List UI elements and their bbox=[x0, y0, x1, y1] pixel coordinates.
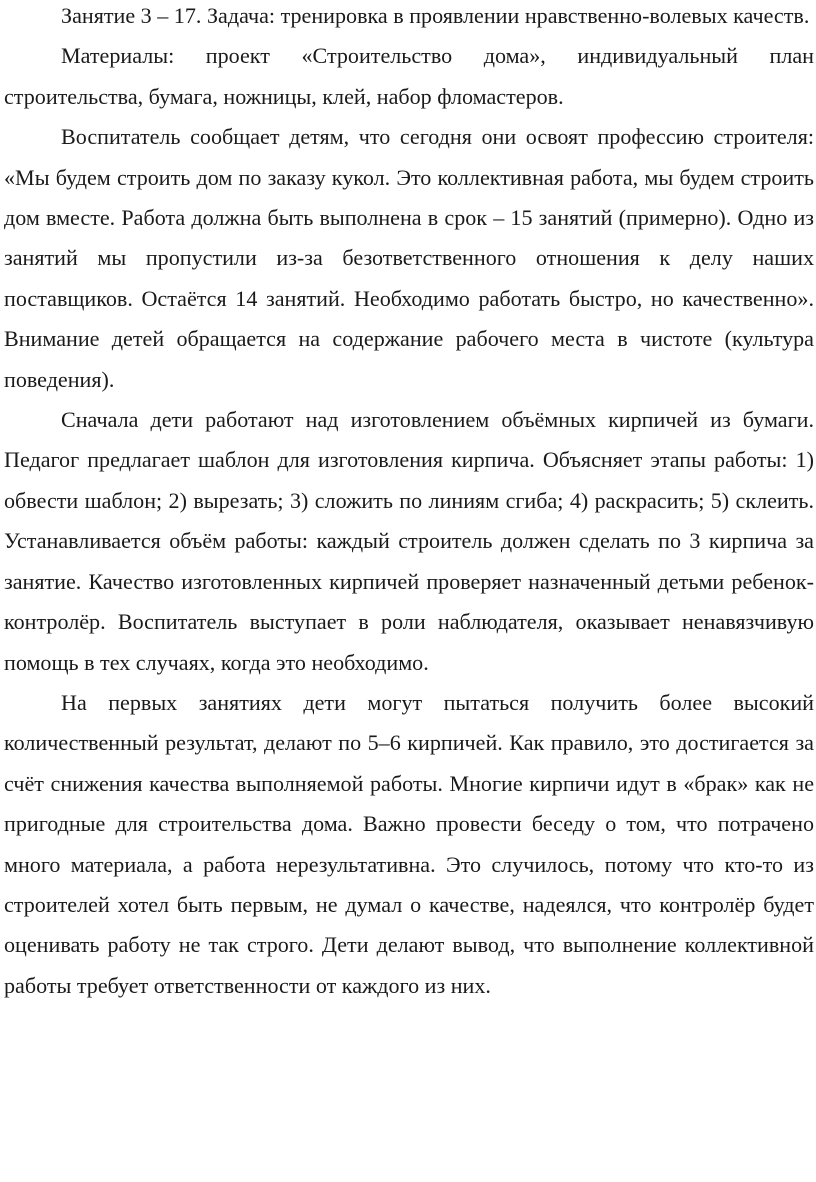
paragraph-first-lessons: На первых занятиях дети могут пытаться получить более высокий количественный результат, делают по 5–6 кирпичей. Как правило, это достигается за счёт снижения качества выполняемой работы. Многие кирпичи идут в «брак» как не пригодные для строительства дома. Важно провести беседу о том, что потрачено много материала, а работа нерезультативна. Это случилось, потому что кто-то из строителей хотел быть первым, не думал о качестве, надеялся, что контролёр будет оценивать работу не так строго. Дети делают вывод, что выполнение коллективной работы требует ответственности от каждого из них. bbox=[4, 689, 814, 998]
paragraph-lesson-task: Занятие 3 – 17. Задача: тренировка в проявлении нравственно-волевых качеств. bbox=[61, 3, 810, 28]
paragraph-teacher-intro: Воспитатель сообщает детям, что сегодня они освоят профессию строителя: «Мы будем строить дом по заказу кукол. Это коллективная работа, мы будем строить дом вместе. Работа должна быть выполнена в срок – 15 занятий (примерно). Одно из занятий мы пропустили из-за безответственного отношения к делу наших поставщиков. Остаётся 14 занятий. Необходимо работать быстро, но качественно». Внимание детей обращается на содержание рабочего места в чистоте (культура поведения). bbox=[4, 124, 814, 392]
paragraph-brick-making: Сначала дети работают над изготовлением объёмных кирпичей из бумаги. Педагог предлагает шаблон для изготовления кирпича. Объясняет этапы работы: 1) обвести шаблон; 2) вырезать; 3) сложить по линиям сгиба; 4) раскрасить; 5) склеить. Устанавливается объём работы: каждый строитель должен сделать по 3 кирпича за занятие. Качество изготовленных кирпичей проверяет назначенный детьми ребенок-контролёр. Воспитатель выступает в роли наблюдателя, оказывает ненавязчивую помощь в тех случаях, когда это необходимо. bbox=[4, 407, 814, 675]
paragraph-materials: Материалы: проект «Строительство дома», индивидуальный план строительства, бумага, ножницы, клей, набор фломастеров. bbox=[4, 43, 814, 109]
